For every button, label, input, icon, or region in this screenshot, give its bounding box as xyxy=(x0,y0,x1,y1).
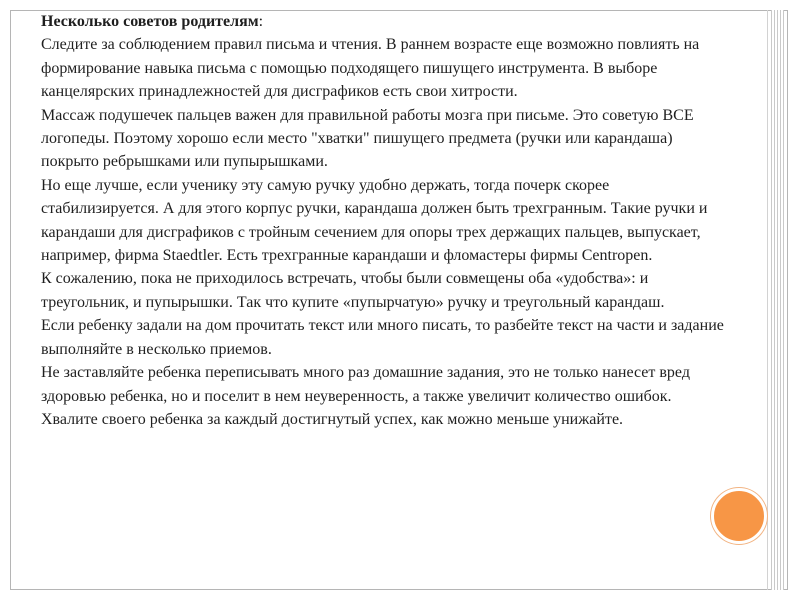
orange-circle-decoration xyxy=(711,488,767,544)
slide-text-body xyxy=(41,10,731,431)
heading-colon: : xyxy=(258,13,264,30)
paragraph-5: Если ребенку задали на дом прочитать текст или много писать, то разбейте текст на части и задание выполняйте в несколько приемов. xyxy=(41,317,724,358)
decorative-stripes xyxy=(771,10,784,590)
paragraph-4: К сожалению, пока не приходилось встречать, чтобы были совмещены оба «удобства»: и треугольник, и пупырышки. Так что купите «пупырчатую» ручку и треугольный карандаш. xyxy=(41,270,665,311)
slide-heading xyxy=(41,10,731,33)
heading-text: Несколько советов родителям xyxy=(41,13,259,30)
paragraph-6: Не заставляйте ребенка переписывать много раз домашние задания, это не только нанесет вред здоровью ребенка, но и поселит в нем неуверенность, а также увеличит количество ошибок. xyxy=(41,364,690,405)
right-border-line xyxy=(767,10,768,590)
paragraph-7: Хвалите своего ребенка за каждый достигнутый успех, как можно меньше унижайте. xyxy=(41,410,624,428)
paragraph-3: Но еще лучше, если ученику эту самую ручку удобно держать, тогда почерк скорее стабилизируется. А для этого корпус ручки, карандаша должен быть трехгранным. Такие ручки и карандаши для дисграфиков с тройным сечением для опоры трех держащих пальцев, выпускает, например, фирма Staedtler. Есть трехгранные карандаши и фломастеры фирмы Centropen. xyxy=(41,176,708,265)
paragraph-2: Массаж подушечек пальцев важен для правильной работы мозга при письме. Это советую ВСЕ логопеды. Поэтому хорошо если место "хватки" пишущего предмета (ручки или карандаша) покрыто ребрышками или пупырышками. xyxy=(41,106,694,171)
paragraph-1: Следите за соблюдением правил письма и чтения. В раннем возрасте еще возможно повлиять на формирование навыка письма с помощью подходящего пишущего инструмента. В выборе канцелярских принадлежностей для дисграфиков есть свои хитрости. xyxy=(41,36,700,101)
